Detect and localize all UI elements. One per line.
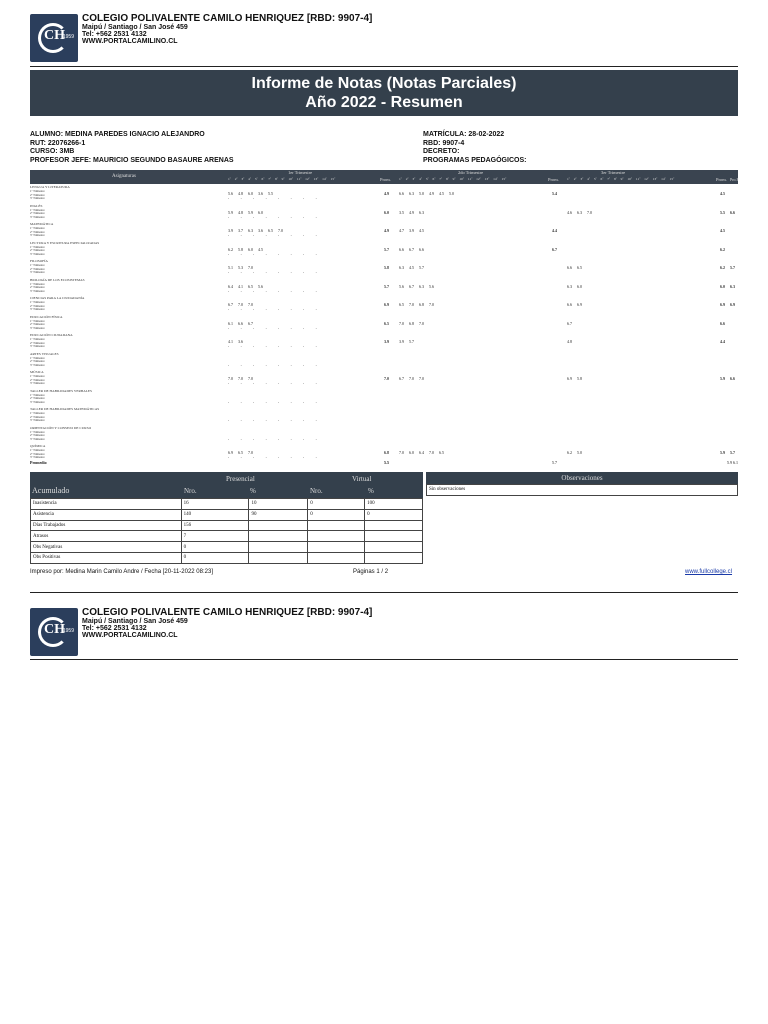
grade-cell-grades2: 7.0 6.8 7.0 (399, 320, 424, 326)
school-web: WWW.PORTALCAMILINO.CL (82, 38, 178, 45)
term-label: 2º Trimestre (30, 211, 45, 215)
term-label: 3º Trimestre (30, 344, 45, 348)
attendance-cell-p1 (249, 531, 308, 542)
empty-grade-dots: . . . . . . . . (228, 233, 322, 238)
student-info-left (30, 131, 234, 165)
grade-cell-pf: 5.9 5.7 (720, 450, 735, 455)
grade-cell-grades2: 6.3 4.5 5.7 (399, 265, 424, 270)
grade-cell-grades3: 6.9 5.8 (567, 376, 582, 381)
subject-row (30, 407, 738, 426)
grade-cell-pf: 6.6 (720, 320, 725, 326)
title-line1: Informe de Notas (Notas Parciales) (251, 75, 517, 92)
student-course: CURSO: 3MB (30, 148, 75, 155)
subject-name: CIENCIAS PARA LA CIUDADANÍA (30, 296, 85, 300)
average-term3: 5.7 (552, 460, 557, 465)
grades-table (30, 170, 738, 468)
grade-cell-grades3: 6.2 5.0 (567, 450, 582, 455)
term-label: 3º Trimestre (30, 251, 45, 256)
term-label: 3º Trimestre (30, 233, 45, 237)
grade-cell-grades1: 6.7 7.0 7.0 (228, 302, 253, 307)
empty-grade-dots: . . . . . . . . (228, 251, 322, 257)
school-phone: Tel: +562 2531 4132 (82, 31, 147, 38)
empty-grade-dots: . . . . . . . . (228, 344, 322, 349)
subject-row (30, 222, 738, 241)
term-label: 2º Trimestre (30, 192, 45, 197)
grade-cell-grades2: 3.5 4.9 6.3 (399, 209, 424, 215)
grade-cell-grades2: 5.6 6.7 6.3 5.6 (399, 283, 434, 289)
term-label: 2º Trimestre (30, 248, 45, 252)
term-label: 1º Trimestre (30, 337, 45, 341)
term-label: 1º Trimestre (30, 207, 45, 212)
attendance-row (31, 552, 423, 563)
term-label: 3º Trimestre (30, 362, 45, 367)
subject-name: EDUCACIÓN CIUDADANA (30, 333, 73, 337)
grade-cell-grades1: 6.2 5.8 6.0 4.5 (228, 246, 263, 252)
term-label: 1º Trimestre (30, 281, 45, 286)
subject-row (30, 241, 738, 260)
subject-row (30, 426, 738, 445)
attendance-row (31, 542, 423, 553)
average-term1: 5.5 (384, 460, 389, 465)
grade-cell-p1: 6.5 (384, 320, 389, 326)
term-label: 2º Trimestre (30, 266, 45, 271)
grade-cell-grades1: 5.9 4.8 5.9 6.0 (228, 209, 263, 215)
attendance-cell-n1: 7 (181, 531, 249, 542)
subject-name: ARTES VISUALES (30, 351, 59, 356)
term-label: 1º Trimestre (30, 392, 45, 397)
term1-header: 1er Trimestre (288, 170, 313, 175)
term-label: 1º Trimestre (30, 244, 45, 249)
grade-cell-grades1: 5.1 5.3 7.0 (228, 265, 253, 270)
grade-cell-pf: 5.9 6.6 (720, 376, 735, 381)
student-rut: RUT: 22076266-1 (30, 139, 86, 147)
page-count: Páginas 1 / 2 (353, 569, 389, 575)
grade-cell-grades2: 6.5 7.0 6.8 7.0 (399, 302, 434, 307)
grade-cell-p1: 5.7 (384, 283, 389, 289)
subject-row (30, 389, 738, 408)
attendance-cell-n1: 16 (181, 499, 249, 510)
attendance-cell-n2: 0 (308, 499, 365, 510)
attendance-cell-p2 (365, 520, 423, 531)
empty-grade-dots: . . . . . . . . (228, 325, 322, 331)
average-label: Promedio (30, 460, 47, 465)
term-label: 2º Trimestre (30, 340, 45, 345)
attendance-cell-label: Atrasos (31, 531, 182, 542)
term-label: 1º Trimestre (30, 448, 45, 452)
term-label: 3º Trimestre (30, 455, 45, 459)
subjects-header: Asignaturas (112, 174, 136, 179)
grade-cell-grades1: 6.1 6.6 6.7 (228, 320, 253, 326)
grade-cell-grades2: 3.9 5.7 (399, 339, 414, 344)
subject-row (30, 315, 738, 334)
decree: DECRETO: (423, 148, 460, 155)
attendance-cell-n2 (308, 531, 365, 542)
subject-name: LECTURA Y ESCRITURA ESPECIALIZADAS (30, 240, 100, 245)
school-logo: CH 1959 (30, 14, 78, 62)
attendance-cell-p1 (249, 542, 308, 553)
term-label: 1º Trimestre (30, 263, 45, 267)
term-label: 2º Trimestre (30, 377, 45, 382)
term-label: 1º Trimestre (30, 355, 45, 360)
school-phone: Tel: +562 2531 4132 (82, 625, 147, 632)
term-label: 1º Trimestre (30, 411, 45, 415)
term-label: 3º Trimestre (30, 307, 45, 311)
school-header (30, 14, 372, 62)
rbd: RBD: 9907-4 (423, 139, 465, 147)
subject-row (30, 204, 738, 223)
grade-cell-pf: 6.9 6.9 (720, 302, 735, 307)
grade-cell-p1: 3.9 (384, 339, 389, 344)
subject-row (30, 296, 738, 315)
attendance-row (31, 509, 423, 520)
divider (30, 659, 738, 660)
subject-row (30, 259, 738, 278)
subject-name: QUÍMICA (30, 444, 46, 448)
subject-name: TALLER DE HABILIDADES VERBALES (30, 388, 92, 393)
attendance-row (31, 520, 423, 531)
attendance-header: Presencial Virtual Acumulado Nro. % Nro. % (30, 472, 423, 498)
grade-cell-grades2: 6.6 6.7 6.6 (399, 246, 424, 252)
subject-name: BIOLOGÍA DE LOS ECOSISTEMAS (30, 277, 85, 282)
grade-cell-grades1: 7.0 7.0 7.0 (228, 376, 253, 381)
attendance-cell-p1: 10 (249, 499, 308, 510)
observations-panel (426, 472, 738, 496)
attendance-cell-n2 (308, 542, 365, 553)
subject-row (30, 352, 738, 371)
term-label: 2º Trimestre (30, 322, 45, 326)
term2-header: 2do Trimestre (458, 170, 484, 175)
attendance-cell-n1: 156 (181, 520, 249, 531)
grade-cell-grades2: 7.0 6.0 6.4 7.0 6.5 (399, 450, 444, 455)
grade-cell-p1: 4.9 (384, 228, 389, 233)
student-info-right (423, 131, 526, 165)
grade-cell-grades2: 4.7 3.9 4.5 (399, 228, 424, 233)
term3-header: 3er Trimestre (601, 170, 626, 175)
school-address: Maipú / Santiago / San José 459 (82, 24, 188, 31)
subject-name: FILOSOFÍA (30, 259, 48, 263)
term-label: 3º Trimestre (30, 436, 45, 441)
programs: PROGRAMAS PEDAGÓGICOS: (423, 156, 527, 164)
average-final: 5.9 6.1 (727, 460, 738, 465)
attendance-cell-p1 (249, 552, 308, 563)
term-label: 2º Trimestre (30, 433, 45, 437)
term-label: 3º Trimestre (30, 325, 45, 330)
student-name: ALUMNO: MEDINA PAREDES IGNACIO ALEJANDRO (30, 131, 205, 138)
school-name: COLEGIO POLIVALENTE CAMILO HENRIQUEZ [RBD: 9907-4] (82, 13, 373, 24)
grade-cell-grades3: 6.3 6.0 (567, 283, 582, 289)
term-label: 2º Trimestre (30, 451, 45, 456)
attendance-cell-p1 (249, 520, 308, 531)
empty-grade-dots: . . . . . . . . (228, 436, 322, 442)
term-label: 3º Trimestre (30, 399, 45, 404)
printed-by: Impreso por: Medina Marin Camilo Andre / Fecha [20-11-2022 08:23] (30, 569, 213, 575)
subject-row (30, 278, 738, 297)
term-label: 3º Trimestre (30, 288, 45, 293)
grade-cell-pf: 5.5 6.6 (720, 209, 735, 215)
school-header-2 (30, 608, 372, 656)
term-label: 2º Trimestre (30, 359, 45, 363)
observations-title: Observaciones (426, 472, 738, 484)
subject-name: EDUCACIÓN FÍSICA (30, 314, 63, 319)
grade-cell-grades3: 6.6 6.9 (567, 302, 582, 307)
grade-cell-p2: 5.4 (552, 191, 557, 196)
attendance-cell-p2 (365, 531, 423, 542)
title-line2: Año 2022 - Resumen (305, 94, 463, 111)
divider (30, 66, 738, 67)
subject-row (30, 370, 738, 389)
grade-cell-pf: 4.5 (720, 228, 725, 233)
attendance-table (30, 472, 423, 564)
attendance-cell-p2 (365, 552, 423, 563)
school-web: WWW.PORTALCAMILINO.CL (82, 632, 178, 639)
term-label: 2º Trimestre (30, 303, 45, 308)
empty-grade-dots: . . . . . . . . (228, 214, 322, 220)
attendance-cell-p2 (365, 542, 423, 553)
grades-header: Asignaturas 1er Trimestre 2do Trimestre 3er Trimestre 1º 2º 3º 4º 5º 6º 7º 8º 9º 10º 11º 12º 13º 14º 15º Prom. 1º 2º 3º 4º 5º 6º 7º 8º 9º 10º 11º 12º 13º 14º 15º Prom. 1º 2º 3º 4º 5º 6º 7º 8º 9º 10º 11º 12º 13º 14º 15º Prom. Pro.F (30, 170, 738, 184)
term-label: 1º Trimestre (30, 300, 45, 304)
attendance-cell-n1: 140 (181, 509, 249, 520)
attendance-cell-n2: 0 (308, 509, 365, 520)
grade-cell-pf: 6.2 (720, 246, 725, 252)
subject-name: INGLÉS (30, 203, 43, 208)
grade-cell-grades1: 6.9 6.5 7.0 (228, 450, 253, 455)
school-logo: CH 1959 (30, 608, 78, 656)
report-title (30, 70, 738, 116)
grade-cell-grades3: 6.7 (567, 320, 572, 326)
empty-grade-dots: . . . . . . . . (228, 418, 322, 423)
term-label: 1º Trimestre (30, 374, 45, 378)
grade-cell-p3: 6.7 (552, 246, 557, 252)
grade-cell-grades2: 6.7 7.0 7.0 (399, 376, 424, 381)
subject-name: ORIENTACIÓN Y CONSEJO DE CURSO (30, 425, 92, 430)
subject-name: MATEMÁTICA (30, 222, 54, 226)
term-label: 3º Trimestre (30, 270, 45, 274)
grade-cell-p1: 7.0 (384, 376, 389, 381)
attendance-cell-label: Días Trabajados (31, 520, 182, 531)
grade-cell-p1: 6.0 (384, 209, 389, 215)
head-teacher: PROFESOR JEFE: MAURICIO SEGUNDO BASAURE ARENAS (30, 156, 234, 164)
term-label: 2º Trimestre (30, 396, 45, 400)
grade-cell-p1: 5.7 (384, 246, 389, 252)
grade-cell-pf: 4.4 (720, 339, 725, 344)
grade-cell-grades3: 4.6 6.3 7.0 (567, 209, 592, 215)
empty-grade-dots: . . . . . . . . (228, 288, 322, 294)
attendance-cell-p1: 90 (249, 509, 308, 520)
grade-cell-grades2: 6.6 6.3 5.0 4.9 4.5 5.0 (399, 191, 454, 196)
school-name: COLEGIO POLIVALENTE CAMILO HENRIQUEZ [RBD: 9907-4] (82, 607, 373, 618)
grade-cell-p1: 6.9 (384, 302, 389, 307)
term-label: 3º Trimestre (30, 196, 45, 200)
attendance-cell-label: Obs Positivas (31, 552, 182, 563)
term-label: 1º Trimestre (30, 189, 45, 193)
grade-cell-p1: 4.9 (384, 191, 389, 196)
empty-grade-dots: . . . . . . . . (228, 270, 322, 275)
term-label: 1º Trimestre (30, 226, 45, 230)
subject-name: LENGUA Y LITERATURA (30, 185, 70, 189)
subject-row (30, 333, 738, 352)
attendance-cell-n1: 0 (181, 542, 249, 553)
grade-cell-grades1: 5.6 4.8 6.0 3.6 5.5 (228, 191, 273, 196)
attendance-cell-n2 (308, 552, 365, 563)
attendance-cell-label: Obs Negativas (31, 542, 182, 553)
empty-grade-dots: . . . . . . . . (228, 455, 322, 460)
term-label: 3º Trimestre (30, 418, 45, 422)
grade-cell-p3: 4.4 (552, 228, 557, 233)
term-label: 2º Trimestre (30, 414, 45, 419)
grade-cell-grades3: 6.6 6.5 (567, 265, 582, 270)
attendance-cell-label: Inasistencia (31, 499, 182, 510)
grade-cell-pf: 6.0 6.3 (720, 283, 735, 289)
attendance-cell-n1: 0 (181, 552, 249, 563)
subject-row (30, 185, 738, 204)
observations-text: Sin observaciones (426, 484, 738, 496)
subject-name: TALLER DE HABILIDADES MATEMÁTICAS (30, 407, 100, 411)
grade-cell-pf: 4.5 (720, 191, 725, 196)
term-label: 3º Trimestre (30, 214, 45, 219)
attendance-cell-label: Asistencia (31, 509, 182, 520)
grade-cell-grades1: 4.1 3.6 (228, 339, 243, 344)
attendance-row (31, 531, 423, 542)
attendance-cell-n2 (308, 520, 365, 531)
attendance-row (31, 499, 423, 510)
grade-cell-grades1: 6.4 4.1 6.5 5.6 (228, 283, 263, 289)
divider (30, 592, 738, 593)
term-label: 2º Trimestre (30, 229, 45, 234)
empty-grade-dots: . . . . . . . . (228, 362, 322, 368)
term-label: 1º Trimestre (30, 429, 45, 434)
grade-cell-p1: 5.8 (384, 265, 389, 270)
grade-cell-p1: 6.8 (384, 450, 389, 455)
school-address: Maipú / Santiago / San José 459 (82, 618, 188, 625)
attendance-cell-p2: 0 (365, 509, 423, 520)
empty-grade-dots: . . . . . . . . (228, 399, 322, 405)
empty-grade-dots: . . . . . . . . (228, 307, 322, 312)
attendance-cell-p2: 100 (365, 499, 423, 510)
term-label: 3º Trimestre (30, 381, 45, 385)
term-label: 1º Trimestre (30, 318, 45, 323)
grade-cell-grades1: 3.9 3.7 6.3 3.6 6.5 7.0 (228, 228, 283, 233)
grade-cell-pf: 6.2 5.7 (720, 265, 735, 270)
footer-link[interactable]: www.fullcollege.cl (685, 569, 733, 575)
subject-name: MÚSICA (30, 370, 44, 374)
term-label: 2º Trimestre (30, 285, 45, 289)
grade-cell-grades3: 4.8 (567, 339, 572, 344)
empty-grade-dots: . . . . . . . . (228, 196, 322, 201)
empty-grade-dots: . . . . . . . . (228, 381, 322, 386)
enrollment-date: MATRÍCULA: 28-02-2022 (423, 131, 505, 138)
